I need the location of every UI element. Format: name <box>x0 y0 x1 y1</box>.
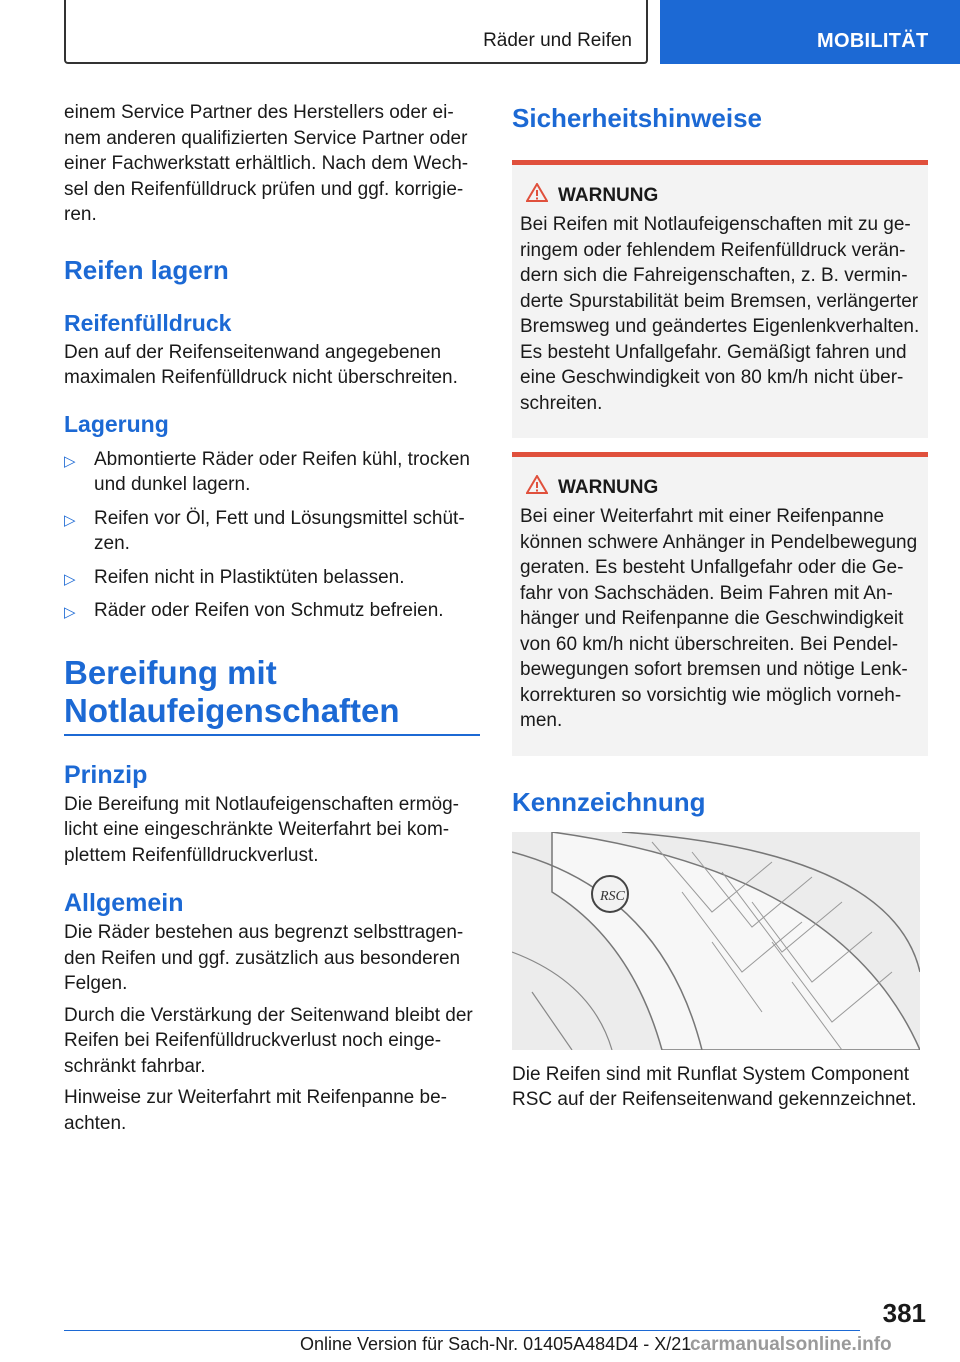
warning-text-2: Bei einer Weiterfahrt mit einer Reifenpanne können schwere Anhänger in Pendelbewegung geraten. Es besteht Unfallgefahr oder die Ge-fahr von Sachschäden. Beim Fahren mit An-hänger und Reifenpanne die Geschwindigkeit von 60 km/h nicht überschreiten. Bei Pendel-bewegungen sofort bremsen und nötige Lenk-korrekturen so vorsichtig wie möglich vorneh-men. <box>520 506 918 731</box>
right-column <box>512 100 928 1113</box>
storage-list <box>64 447 480 624</box>
warning-box-2 <box>512 452 928 756</box>
triangle-bullet-icon: ▷ <box>64 604 76 621</box>
watermark[interactable]: carmanualsonline.info <box>690 1334 892 1355</box>
warning-triangle-icon <box>526 183 558 208</box>
triangle-bullet-icon: ▷ <box>64 452 76 470</box>
list-item: ▷ Räder oder Reifen von Schmutz befreien. <box>64 598 480 624</box>
triangle-bullet-icon: ▷ <box>64 511 76 529</box>
svg-text:RSC: RSC <box>600 888 625 904</box>
section-title: Räder und Reifen <box>483 30 632 51</box>
list-item: ▷ Reifen vor Öl, Fett und Lösungsmittel schüt-zen. <box>64 507 465 554</box>
chapter-tab[interactable]: MOBILITÄT <box>660 0 960 64</box>
heading-rule <box>64 734 480 736</box>
warning-box-1 <box>512 160 928 438</box>
heading-bereifung: Bereifung mit Notlaufeigenschaften <box>64 653 400 729</box>
heading-lagerung: Lagerung <box>64 410 169 437</box>
warning-triangle-icon <box>526 475 558 500</box>
list-item: ▷ Reifen nicht in Plastiktüten belassen. <box>64 565 480 591</box>
heading-sicherheitshinweise: Sicherheitshinweise <box>512 103 762 133</box>
tire-rsc-illustration <box>512 832 920 1050</box>
warning-text-1: Bei Reifen mit Notlaufeigenschaften mit zu ge-ringem oder fehlendem Reifenfülldruck verän-dern sich die Fahreigenschaften, z. B. vermin-derte Spurstabilität beim Bremsen, verlängerter Bremsweg und geändertes Eigenlenkverhalten. Es besteht Unfallgefahr. Gemäßigt fahren und eine Geschwindigkeit von 80 km/h nicht über-schreiten. <box>520 214 920 414</box>
left-column <box>64 100 480 1136</box>
paragraph-allgemein-2: Durch die Verstärkung der Seitenwand bleibt der Reifen bei Reifenfülldruckverlust noch einge-schränkt fahrbar. <box>64 1004 473 1077</box>
footer-online-version: Online Version für Sach-Nr. 01405A484D4 - X/21 <box>300 1334 692 1354</box>
header-frame <box>64 0 648 64</box>
heading-reifenfuelldruck: Reifenfülldruck <box>64 309 232 336</box>
triangle-bullet-icon: ▷ <box>64 570 76 588</box>
heading-allgemein: Allgemein <box>64 889 184 917</box>
paragraph-kennzeichnung: Die Reifen sind mit Runflat System Component RSC auf der Reifenseitenwand gekennzeichnet. <box>512 1063 917 1110</box>
list-item: ▷ Abmontierte Räder oder Reifen kühl, trocken und dunkel lagern. <box>64 448 470 495</box>
rsc-logo <box>592 876 628 912</box>
paragraph-reifenfuelldruck: Den auf der Reifenseitenwand angegebenen maximalen Reifenfülldruck nicht überschreiten. <box>64 341 458 388</box>
heading-reifen-lagern: Reifen lagern <box>64 254 229 285</box>
warning-title-2: WARNUNG <box>520 475 920 500</box>
paragraph-allgemein-3: Hinweise zur Weiterfahrt mit Reifenpanne be-achten. <box>64 1087 447 1134</box>
page-number: 381 <box>882 1298 926 1328</box>
footer-rule <box>64 1330 860 1331</box>
intro-paragraph: einem Service Partner des Herstellers oder ei-nem anderen qualifizierten Service Partner oder einer Fachwerkstatt erhältlich. Nach dem Wech-sel den Reifenfülldruck prüfen und ggf. korrigie-ren. <box>64 102 469 225</box>
paragraph-prinzip: Die Bereifung mit Notlaufeigenschaften ermög-licht eine eingeschränkte Weiterfahrt bei kom-plettem Reifenfülldruckverlust. <box>64 793 459 866</box>
warning-title-1: WARNUNG <box>520 183 920 208</box>
heading-kennzeichnung: Kennzeichnung <box>512 786 706 817</box>
heading-prinzip: Prinzip <box>64 760 148 789</box>
paragraph-allgemein-1: Die Räder bestehen aus begrenzt selbsttragen-den Reifen und ggf. zusätzlich aus besonderen Felgen. <box>64 922 464 994</box>
